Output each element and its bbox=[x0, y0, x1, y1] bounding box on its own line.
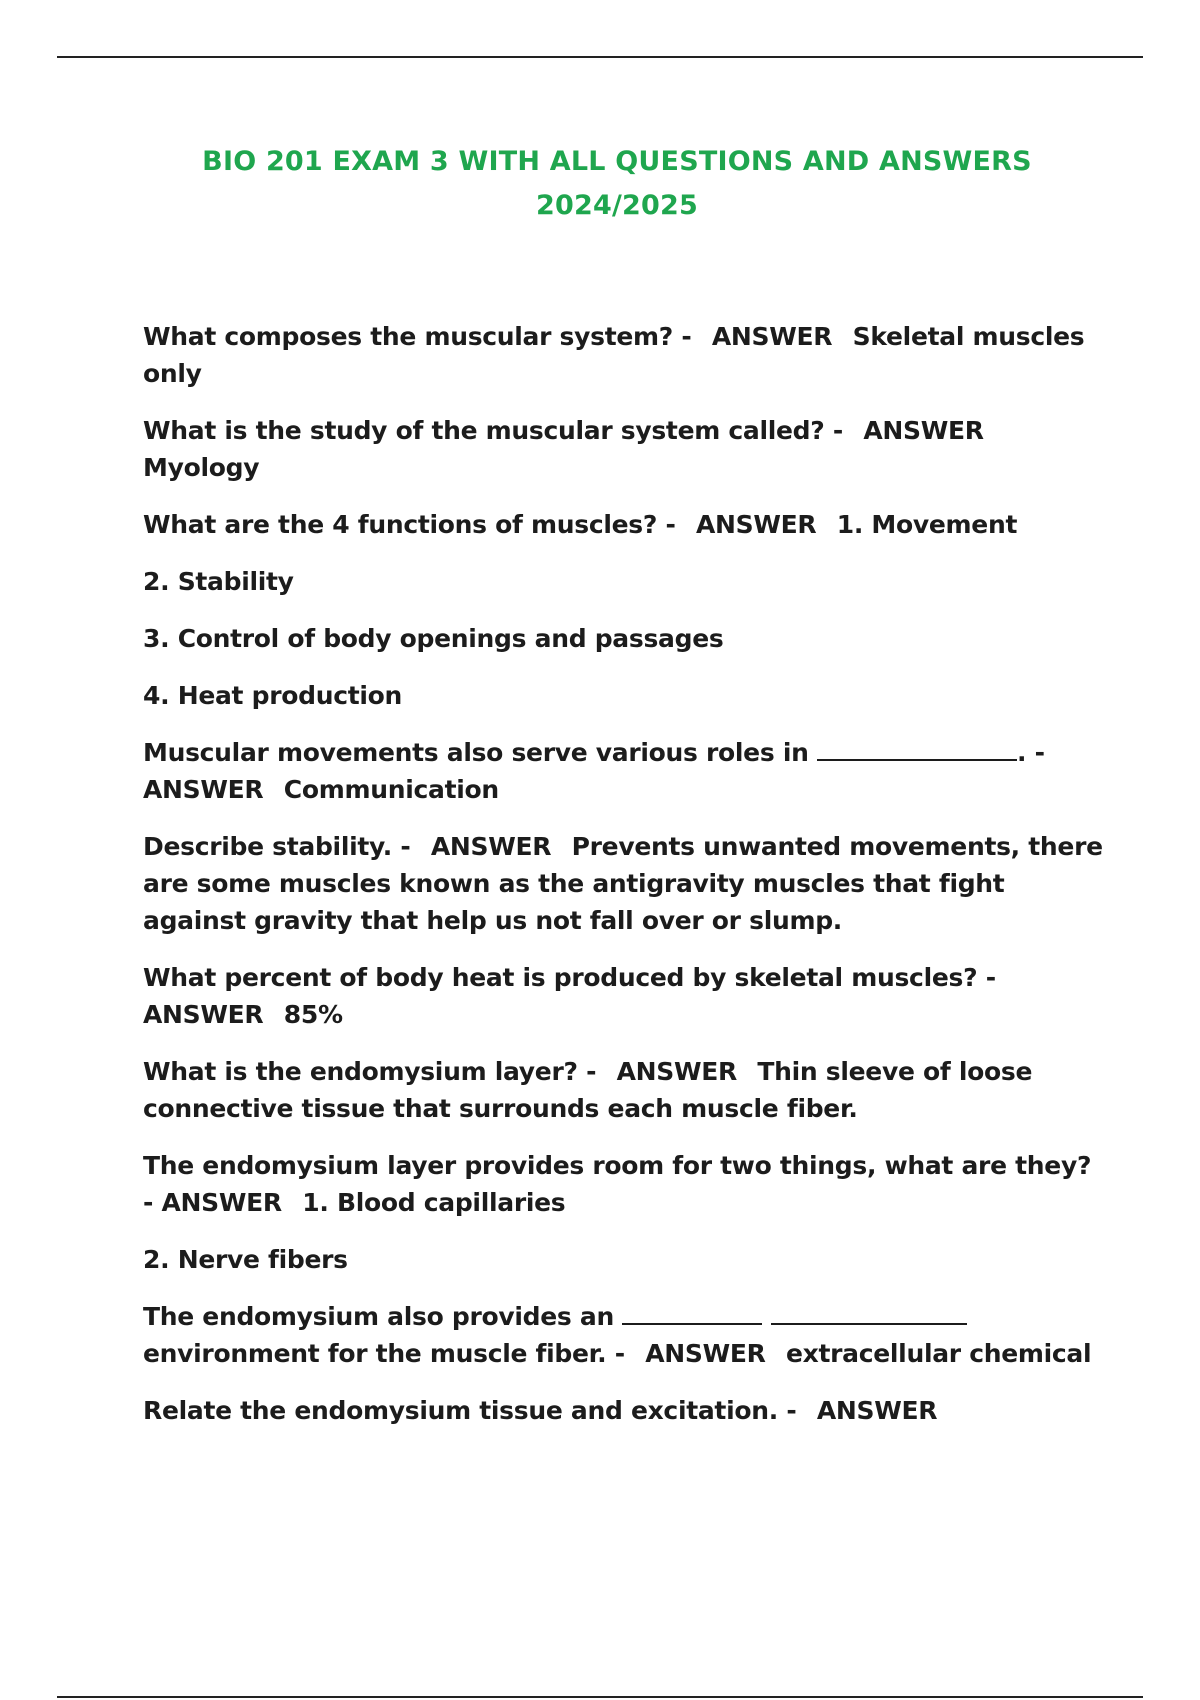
list-item: 2. Stability bbox=[143, 567, 294, 596]
question-text: The endomysium layer provides room for two things, what are they? - bbox=[143, 1151, 1092, 1217]
answer-label: ANSWER bbox=[863, 416, 984, 445]
qa-item bbox=[143, 1298, 1103, 1372]
answer-text: 85% bbox=[283, 1000, 343, 1029]
answer-text: Skeletal muscles only bbox=[143, 322, 1085, 388]
document-title bbox=[0, 140, 1200, 228]
question-text: The endomysium also provides an bbox=[143, 1302, 614, 1331]
answer-label: ANSWER bbox=[143, 775, 264, 804]
answer-text: 1. Blood capillaries bbox=[302, 1188, 566, 1217]
answer-label: ANSWER bbox=[143, 1000, 264, 1029]
question-text-end: environment for the muscle fiber. - bbox=[143, 1339, 625, 1368]
title-line-1: BIO 201 EXAM 3 WITH ALL QUESTIONS AND ANSWERS bbox=[202, 146, 1032, 177]
question-text: Describe stability. - bbox=[143, 832, 411, 861]
answer-label: ANSWER bbox=[711, 322, 833, 351]
answer-text: Prevents unwanted movements, there are some muscles known as the antigravity muscles that fight against gravity that help us not fall over or slump. bbox=[143, 832, 1103, 935]
question-text-end: . - bbox=[1017, 738, 1045, 767]
fill-blank bbox=[817, 737, 1017, 761]
question-text: What is the study of the muscular system called? - bbox=[143, 416, 843, 445]
qa-item bbox=[143, 828, 1103, 939]
fill-blank bbox=[622, 1301, 762, 1325]
answer-label: ANSWER bbox=[430, 832, 552, 861]
answer-text: Thin sleeve of loose connective tissue that surrounds each muscle fiber. bbox=[143, 1057, 1033, 1123]
qa-item bbox=[143, 318, 1103, 392]
qa-item bbox=[143, 734, 1103, 808]
answer-text: Communication bbox=[283, 775, 499, 804]
answer-label: ANSWER bbox=[645, 1339, 766, 1368]
bottom-rule bbox=[57, 1696, 1143, 1698]
question-text: Relate the endomysium tissue and excitation. - bbox=[143, 1396, 797, 1425]
qa-item bbox=[143, 1053, 1103, 1127]
question-text: Muscular movements also serve various roles in bbox=[143, 738, 809, 767]
qa-list bbox=[143, 318, 1103, 1449]
question-text: What is the endomysium layer? - bbox=[143, 1057, 597, 1086]
list-item: 2. Nerve fibers bbox=[143, 1245, 348, 1274]
qa-item bbox=[143, 412, 1103, 486]
answer-label: ANSWER bbox=[161, 1188, 282, 1217]
question-text: What percent of body heat is produced by skeletal muscles? - bbox=[143, 963, 996, 992]
answer-label: ANSWER bbox=[816, 1396, 938, 1425]
fill-blank bbox=[771, 1301, 967, 1325]
question-text: What are the 4 functions of muscles? - bbox=[143, 510, 676, 539]
answer-text: extracellular chemical bbox=[786, 1339, 1092, 1368]
answer-text: Myology bbox=[143, 453, 260, 482]
top-rule bbox=[57, 56, 1143, 58]
qa-item bbox=[143, 506, 1103, 543]
question-text: What composes the muscular system? - bbox=[143, 322, 692, 351]
answer-label: ANSWER bbox=[616, 1057, 737, 1086]
list-item: 4. Heat production bbox=[143, 681, 403, 710]
qa-item bbox=[143, 1392, 1103, 1429]
list-item: 3. Control of body openings and passages bbox=[143, 624, 724, 653]
qa-item bbox=[143, 959, 1103, 1033]
qa-item bbox=[143, 1147, 1103, 1221]
answer-label: ANSWER bbox=[695, 510, 817, 539]
title-line-2: 2024/2025 bbox=[536, 190, 698, 221]
answer-text: 1. Movement bbox=[836, 510, 1018, 539]
